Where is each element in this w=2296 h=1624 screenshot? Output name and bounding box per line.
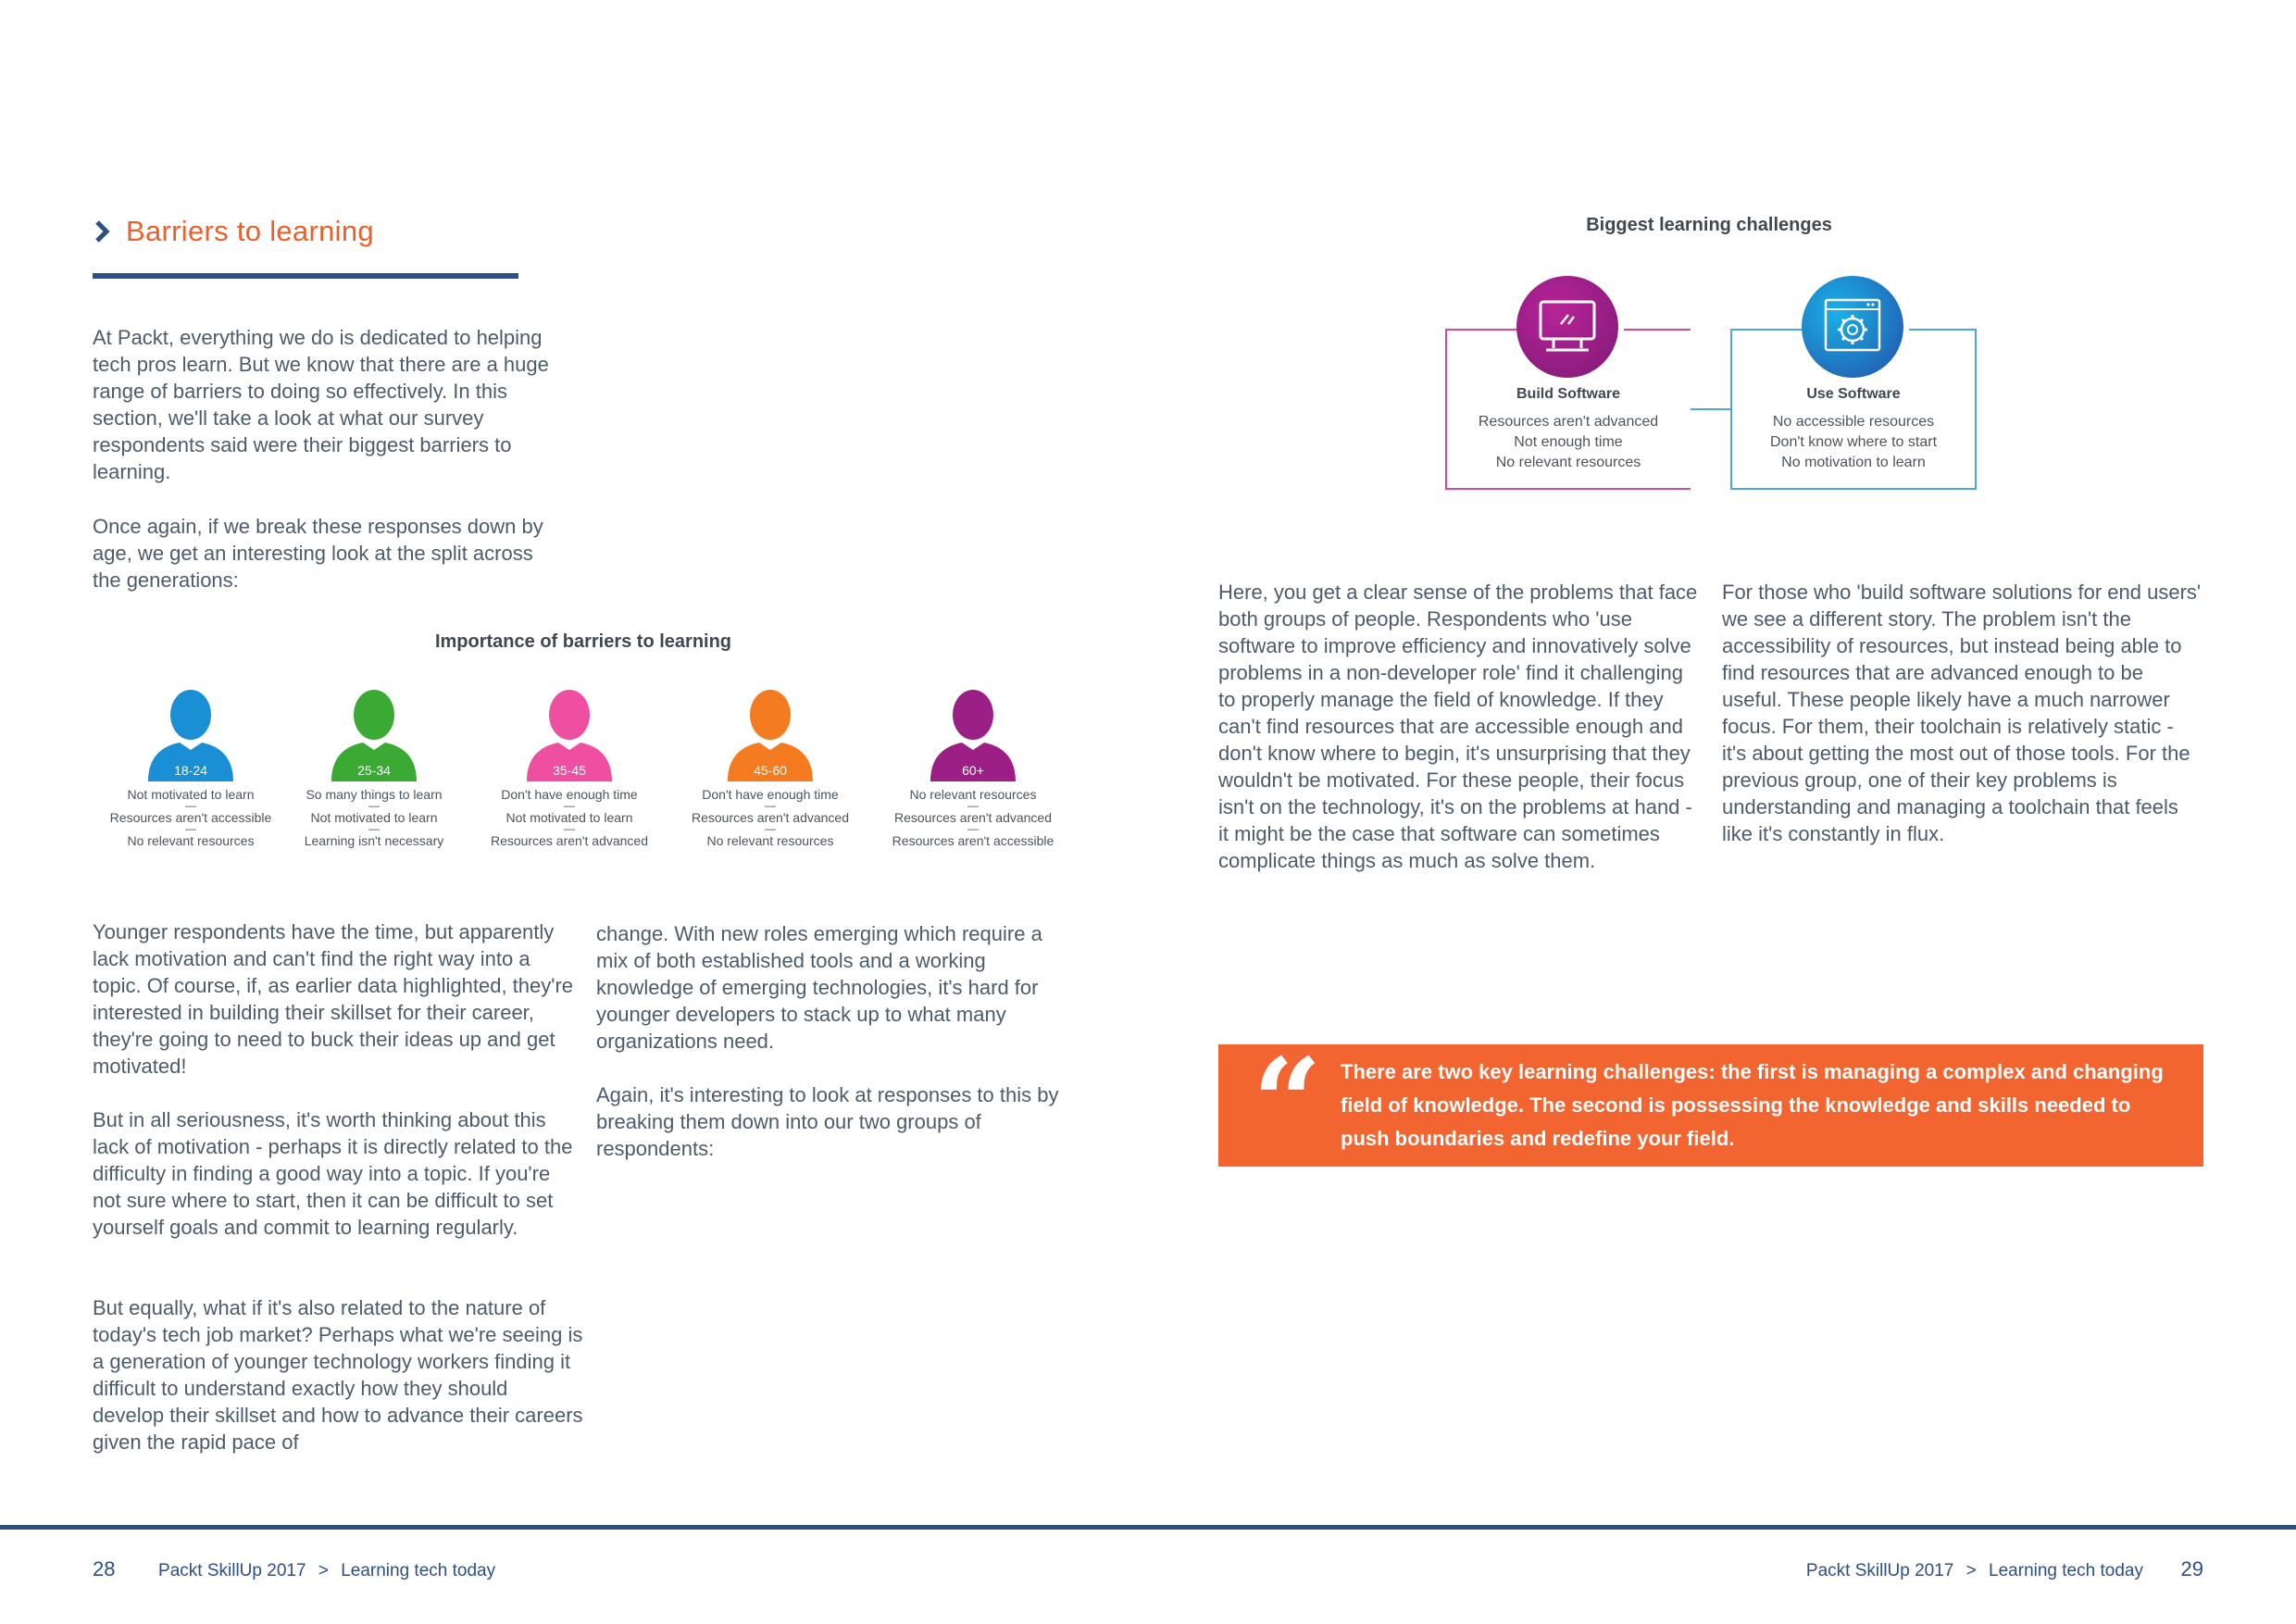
right-col2-paragraph: For those who 'build software solutions for end users' we see a different story. The problem isn't the accessibility of resources, but instead being able to find resources that are advanced enough to be useful. These people likely have a much narrower focus. For them, their toolchain is relatively static - it's about getting the most out of those tools. For the previous group, one of their key problems is understanding and managing a toolchain that feels like it's constantly in flux. xyxy=(1722,581,2202,845)
use-item: No motivation to learn xyxy=(1781,455,1926,470)
breadcrumb-separator-left: > xyxy=(318,1561,329,1580)
use-item: No accessible resources xyxy=(1772,414,1935,430)
left-col1-paragraph-1: Younger respondents have the time, but apparently lack motivation and can't find the right way into a topic. Of course, if, as earlier data highlighted, they're interested in building their skillset for their career, they're going to need to buck their ideas up and get motivated! xyxy=(93,920,574,1078)
barrier-separator: — xyxy=(564,822,575,835)
footer-publication-right[interactable]: Packt SkillUp 2017 xyxy=(1805,1561,1954,1580)
barrier-item: Resources aren't advanced xyxy=(692,810,849,825)
page-number-left: 28 xyxy=(93,1557,116,1580)
age-group-1 xyxy=(281,689,467,848)
footer-right xyxy=(1806,1557,2203,1581)
barrier-item: Resources aren't advanced xyxy=(491,833,648,848)
intro-paragraph-2: Once again, if we break these responses down by age, we get an interesting look at the split across the generations: xyxy=(93,515,543,592)
left-col2-paragraph-1: change. With new roles emerging which require a mix of both established tools and a working knowledge of emerging technologies, it's hard for younger developers to stack up to what many organizations need. xyxy=(596,922,1042,1053)
page-number-right: 29 xyxy=(2180,1557,2203,1580)
barrier-item: Not motivated to learn xyxy=(127,787,255,802)
barrier-separator: — xyxy=(967,822,979,835)
person-head xyxy=(953,690,993,740)
age-group-4 xyxy=(880,689,1066,848)
use-software-title: Use Software xyxy=(1806,386,1901,402)
barrier-item: Learning isn't necessary xyxy=(304,833,444,848)
person-silhouette-icon xyxy=(726,689,815,781)
age-label: 18-24 xyxy=(174,763,207,778)
barrier-separator: — xyxy=(967,799,979,812)
person-silhouette-icon xyxy=(330,689,418,781)
barrier-separator: — xyxy=(185,799,196,812)
person-silhouette-icon xyxy=(146,689,235,781)
age-label: 25-34 xyxy=(357,763,391,778)
left-col1-paragraph-3: But equally, what if it's also related to the nature of today's tech job market? Perhaps what we're seeing is a generation of younger technology workers finding it difficult to understand exactly how they should develop their skillset and how to advance their careers given the rapid pace of xyxy=(93,1296,583,1454)
barrier-item: Resources aren't accessible xyxy=(892,833,1054,848)
build-software-card xyxy=(1446,384,1691,473)
right-col1-paragraph: Here, you get a clear sense of the problems that face both groups of people. Respondents who 'use software to improve efficiency and innovatively solve problems in a non-developer role' find it challenging to properly manage the field of knowledge. If they can't find resources that are accessible enough and don't know where to begin, it's unsurprising that they wouldn't be motivated. For these people, their focus isn't on the technology, it's on the problems at hand - it might be the case that software can sometimes complicate things as much as solve them. xyxy=(1218,581,1698,872)
footer-chapter-left[interactable]: Learning tech today xyxy=(341,1561,496,1580)
use-software-card xyxy=(1731,384,1976,473)
barrier-item: Resources aren't accessible xyxy=(109,810,272,825)
person-head xyxy=(750,690,791,740)
quote-mark-icon: “ xyxy=(1253,1031,1322,1173)
barrier-separator: — xyxy=(368,822,380,835)
barrier-item: Not motivated to learn xyxy=(505,810,633,825)
challenges-title: Biggest learning challenges xyxy=(1586,215,1832,235)
footer-left xyxy=(93,1557,495,1581)
barrier-separator: — xyxy=(185,822,196,835)
barrier-separator: — xyxy=(368,799,380,812)
use-item: Don't know where to start xyxy=(1769,434,1938,450)
age-group-3 xyxy=(678,689,863,848)
build-software-title: Build Software xyxy=(1516,386,1620,402)
age-label: 35-45 xyxy=(553,763,586,778)
barrier-item: No relevant resources xyxy=(909,787,1037,802)
left-col1-paragraph-2: But in all seriousness, it's worth thinking about this lack of motivation - perhaps it is directly related to the difficulty in finding a good way into a topic. If you're not sure where to start, then it can be difficult to set yourself goals and commit to learning regularly. xyxy=(93,1108,573,1239)
left-col2-paragraph-2: Again, it's interesting to look at responses to this by breaking them down into our two groups of respondents: xyxy=(596,1083,1059,1160)
monitor-icon xyxy=(1516,276,1618,378)
age-chart-title: Importance of barriers to learning xyxy=(434,631,732,652)
age-group-0 xyxy=(98,689,283,848)
intro-paragraph-1: At Packt, everything we do is dedicated to helping tech pros learn. But we know that there are a huge range of barriers to doing so effectively. In this section, we'll take a look at what our survey respondents said were their biggest barriers to learning. xyxy=(93,326,549,483)
person-silhouette-icon xyxy=(525,689,614,781)
barrier-separator: — xyxy=(765,822,776,835)
breadcrumb-separator-right: > xyxy=(1965,1561,1977,1580)
build-item: Not enough time xyxy=(1514,434,1623,450)
barrier-separator: — xyxy=(564,799,575,812)
barrier-item: So many things to learn xyxy=(306,787,443,802)
person-head xyxy=(170,690,211,740)
person-head xyxy=(549,690,590,740)
build-item: No relevant resources xyxy=(1495,455,1641,470)
build-software-badge xyxy=(1516,276,1618,378)
build-item: Resources aren't advanced xyxy=(1478,414,1659,430)
barrier-item: Don't have enough time xyxy=(702,787,839,802)
footer-rule xyxy=(0,1525,2296,1530)
barrier-item: Resources aren't advanced xyxy=(894,810,1052,825)
age-chart xyxy=(0,0,1111,870)
section-title: Barriers to learning xyxy=(126,215,374,247)
pull-quote-text: There are two key learning challenges: the first is managing a complex and changing field of knowledge. The second is possessing the knowledge and skills needed to push boundaries and redefine your field. xyxy=(1341,1060,2164,1150)
person-silhouette-icon xyxy=(929,689,1017,781)
person-head xyxy=(354,690,394,740)
barrier-separator: — xyxy=(765,799,776,812)
barrier-item: No relevant resources xyxy=(706,833,834,848)
footer-publication-left[interactable]: Packt SkillUp 2017 xyxy=(158,1561,306,1580)
age-label: 45-60 xyxy=(754,763,787,778)
barrier-item: Don't have enough time xyxy=(501,787,638,802)
footer-chapter-right[interactable]: Learning tech today xyxy=(1989,1561,2143,1580)
use-software-badge xyxy=(1802,276,1903,378)
barrier-item: No relevant resources xyxy=(127,833,255,848)
barrier-item: Not motivated to learn xyxy=(310,810,438,825)
gear-window-icon xyxy=(1802,276,1903,378)
age-label: 60+ xyxy=(962,763,984,778)
age-group-2 xyxy=(477,689,662,848)
